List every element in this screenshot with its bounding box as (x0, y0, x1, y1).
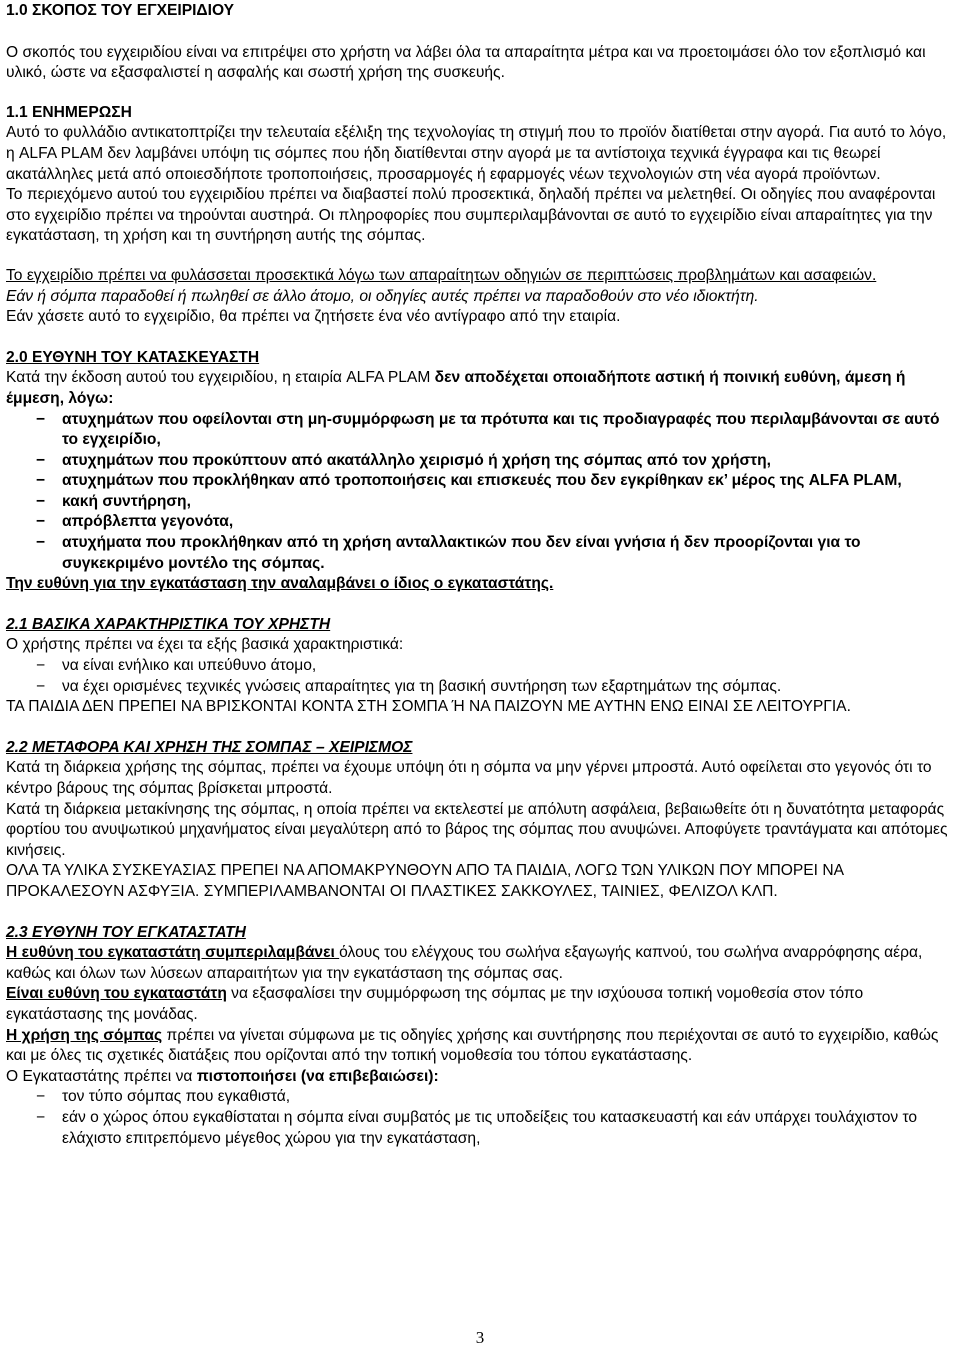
list-item: − εάν ο χώρος όπου εγκαθίσταται η σόμπα είναι συμβατός με τις υποδείξεις του κατασκευαστή και εάν υπάρχει τουλάχιστον το ελάχιστο επιτρεπόμενο μέγεθος χώρου για την εγκατάσταση, (6, 1108, 956, 1149)
paragraph: Εάν ή σόμπα παραδοθεί ή πωληθεί σε άλλο άτομο, οι οδηγίες αυτές πρέπει να παραδοθούν στο νέο ιδιοκτήτη. (6, 287, 759, 305)
paragraph: Την ευθύνη για την εγκατάσταση την αναλαμβάνει ο ίδιος ο εγκαταστάτης. (6, 575, 554, 593)
list-item: − ατυχημάτων που προκύπτουν από ακατάλληλο χειρισμό ή χρήση της σόμπας από τον χρήστη, (6, 451, 956, 472)
paragraph: Το εγχειρίδιο πρέπει να φυλάσσεται προσεκτικά λόγω των απαραίτητων οδηγιών σε περιπτώσεις προβλημάτων και ασαφειών. (6, 266, 877, 284)
section-title: 2.3 ΕΥΘΥΝΗ ΤΟΥ ΕΓΚΑΤΑΣΤΑΤΗ (6, 923, 246, 941)
section-2-0 (6, 348, 956, 595)
lead-text: Η ευθύνη του εγκαταστάτη συμπεριλαμβάνει (6, 944, 340, 962)
paragraph (6, 368, 956, 409)
section-title: 2.1 ΒΑΣΙΚΑ ΧΑΡΑΚΤΗΡΙΣΤΙΚΑ ΤΟΥ ΧΡΗΣΤΗ (6, 615, 331, 633)
section-title: 1.1 ΕΝΗΜΕΡΩΣΗ (6, 103, 132, 121)
liability-list (6, 410, 956, 575)
paragraph (6, 1067, 956, 1088)
rest-text: πρέπει να γίνεται σύμφωνα με τις οδηγίες χρήσης και συντήρησης που περιέχονται σε αυτό το εγχειρίδιο, καθώς και με όλες τις σχετικές διατάξεις που ορίζονται από την τοπική νομοθεσία του τόπου εγκατάστασης. (6, 1026, 939, 1065)
intro-bold-text: δεν αποδέχεται οποιαδήποτε αστική ή ποινική ευθύνη, άμεση ή έμμεση, λόγω: (6, 369, 906, 407)
section-1-1 (6, 103, 956, 328)
paragraph (6, 943, 956, 984)
section-2-2 (6, 738, 956, 903)
list-item: − απρόβλεπτα γεγονότα, (6, 512, 956, 533)
rest-text: να εξασφαλίσει την συμμόρφωση της σόμπας με την ισχύουσα τοπική νομοθεσία στον τόπο εγκατάστασης της μονάδας. (6, 985, 864, 1023)
installer-checks-list (6, 1087, 956, 1149)
section-title: 2.0 ΕΥΘΥΝΗ ΤΟΥ ΚΑΤΑΣΚΕΥΑΣΤΗ (6, 348, 260, 366)
user-characteristics-list (6, 656, 956, 697)
list-item: − ατυχημάτων που προκλήθηκαν από τροποποιήσεις και επισκευές που δεν εγκρίθηκαν εκ’ μέρος της ALFA PLAM, (6, 471, 956, 492)
intro-text: Κατά την έκδοση αυτού του εγχειριδίου, η εταιρία ALFA PLAM (6, 369, 435, 387)
paragraph: Αυτό το φυλλάδιο αντικατοπτρίζει την τελευταία εξέλιξη της τεχνολογίας τη στιγμή που το προϊόν διατίθεται στην αγορά. Για αυτό το λόγο, η ALFA PLAM δεν λαμβάνει υπόψη τις σόμπες που ήδη διατίθενται στην αγορά με τα αντίστοιχα τεχνικά έγγραφα και τις θεωρεί ακατάλληλες μετά από οποιεσδήποτε τροποποιήσεις, προσαρμογές ή εφαρμογές νέων τεχνολογιών στη νέα αγορά προϊόντων. (6, 124, 947, 183)
paragraph (6, 1026, 956, 1067)
paragraph: Εάν χάσετε αυτό το εγχειρίδιο, θα πρέπει να ζητήσετε ένα νέο αντίγραφο από την εταιρία. (6, 308, 621, 326)
list-item: − κακή συντήρηση, (6, 492, 956, 513)
document-page (6, 0, 956, 1149)
list-item: − ατυχημάτων που οφείλονται στη μη-συμμόρφωση με τα πρότυπα και τις προδιαγραφές που περιλαμβάνονται σε αυτό το εγχειρίδιο, (6, 410, 956, 451)
paragraph: Το περιεχόμενο αυτού του εγχειριδίου πρέπει να διαβαστεί πολύ προσεκτικά, δηλαδή πρέπει να μελετηθεί. Οι οδηγίες που αναφέρονται στο εγχειρίδιο πρέπει να τηρούνται αυστηρά. Οι πληροφορίες που συμπεριλαμβάνονται σε αυτό το εγχειρίδιο είναι απαραίτητες για την εγκατάσταση, τη χρήση και τη συντήρηση αυτής της σόμπας. (6, 186, 936, 245)
lead-text: Η χρήση της σόμπας (6, 1026, 163, 1044)
rest-text: όλους του ελέγχους του σωλήνα εξαγωγής καπνού, του σωλήνα αναρρόφησης αέρα, καθώς και όλων των λύσεων απαραιτήτων για την εγκατάσταση της σόμπας σας. (6, 944, 923, 982)
list-item: − τον τύπο σόμπας που εγκαθιστά, (6, 1087, 956, 1108)
list-item: − να έχει ορισμένες τεχνικές γνώσεις απαραίτητες για τη βασική συντήρηση των εξαρτημάτων της σόμπας. (6, 677, 956, 698)
list-item: − ατυχήματα που προκλήθηκαν από τη χρήση ανταλλακτικών που δεν είναι γνήσια ή δεν προορίζονται για το συγκεκριμένο μοντέλο της σόμπας. (6, 533, 956, 574)
section-1-0 (6, 1, 956, 84)
list-item: − να είναι ενήλικο και υπεύθυνο άτομο, (6, 656, 956, 677)
paragraph: Ο χρήστης πρέπει να έχει τα εξής βασικά χαρακτηριστικά: (6, 636, 404, 654)
section-title: 2.2 ΜΕΤΑΦΟΡΑ ΚΑΙ ΧΡΗΣΗ ΤΗΣ ΣΟΜΠΑΣ – ΧΕΙΡΙΣΜΟΣ (6, 738, 413, 756)
paragraph: Κατά τη διάρκεια μετακίνησης της σόμπας, η οποία πρέπει να εκτελεστεί με απόλυτη ασφάλεια, βεβαιωθείτε ότι η δυνατότητα μεταφοράς φορτίου του ανυψωτικού μηχανήματος είναι μεγαλύτερη από το βάρος της σόμπας που ανυψώνει. Αποφύγετε τραντάγματα και απότομες κινήσεις. (6, 800, 948, 859)
bold-text: πιστοποιήσει (να επιβεβαιώσει): (196, 1067, 439, 1085)
section-title: 1.0 ΣΚΟΠΟΣ ΤΟΥ ΕΓΧΕΙΡΙΔΙΟΥ (6, 2, 235, 19)
section-2-1 (6, 615, 956, 718)
paragraph: Κατά τη διάρκεια χρήσης της σόμπας, πρέπει να έχουμε υπόψη ότι η σόμπα να μην γέρνει μπροστά. Αυτό οφείλεται στο γεγονός ότι το κέντρο βάρους της σόμπας βρίσκεται μπροστά. (6, 759, 932, 797)
paragraph: Ο σκοπός του εγχειριδίου είναι να επιτρέψει στο χρήστη να λάβει όλα τα απαραίτητα μέτρα και να προετοιμάσει όλο τον εξοπλισμό και υλικό, ώστε να εξασφαλιστεί η ασφαλής και σωστή χρήση της συσκευής. (6, 43, 926, 82)
paragraph (6, 984, 956, 1025)
lead-text: Είναι ευθύνη του εγκαταστάτη (6, 985, 227, 1003)
warning-text: ΟΛΑ ΤΑ ΥΛΙΚΑ ΣΥΣΚΕΥΑΣΙΑΣ ΠΡΕΠΕΙ ΝΑ ΑΠΟΜΑΚΡΥΝΘΟΥΝ ΑΠΟ ΤΑ ΠΑΙΔΙΑ, ΛΟΓΩ ΤΩΝ ΥΛΙΚΩΝ ΠΟΥ ΜΠΟΡΕΙ ΝΑ ΠΡΟΚΑΛΕΣΟΥΝ ΑΣΦΥΞΙΑ. ΣΥΜΠΕΡΙΛΑΜΒΑΝΟΝΤΑΙ ΟΙ ΠΛΑΣΤΙΚΕΣ ΣΑΚΚΟΥΛΕΣ, ΤΑΙΝΙΕΣ, ΦΕΛΙΖΟΛ ΚΛΠ. (6, 862, 844, 900)
plain-text: Ο Εγκαταστάτης πρέπει να (6, 1067, 197, 1085)
warning-text: ΤΑ ΠΑΙΔΙΑ ΔΕΝ ΠΡΕΠΕΙ ΝΑ ΒΡΙΣΚΟΝΤΑΙ ΚΟΝΤΑ ΣΤΗ ΣΟΜΠΑ Ή ΝΑ ΠΑΙΖΟΥΝ ΜΕ ΑΥΤΗΝ ΕΝΩ ΕΙΝΑΙ ΣΕ ΛΕΙΤΟΥΡΓΙΑ. (6, 698, 851, 716)
page-number: 3 (475, 1328, 485, 1347)
section-2-3 (6, 923, 956, 1150)
